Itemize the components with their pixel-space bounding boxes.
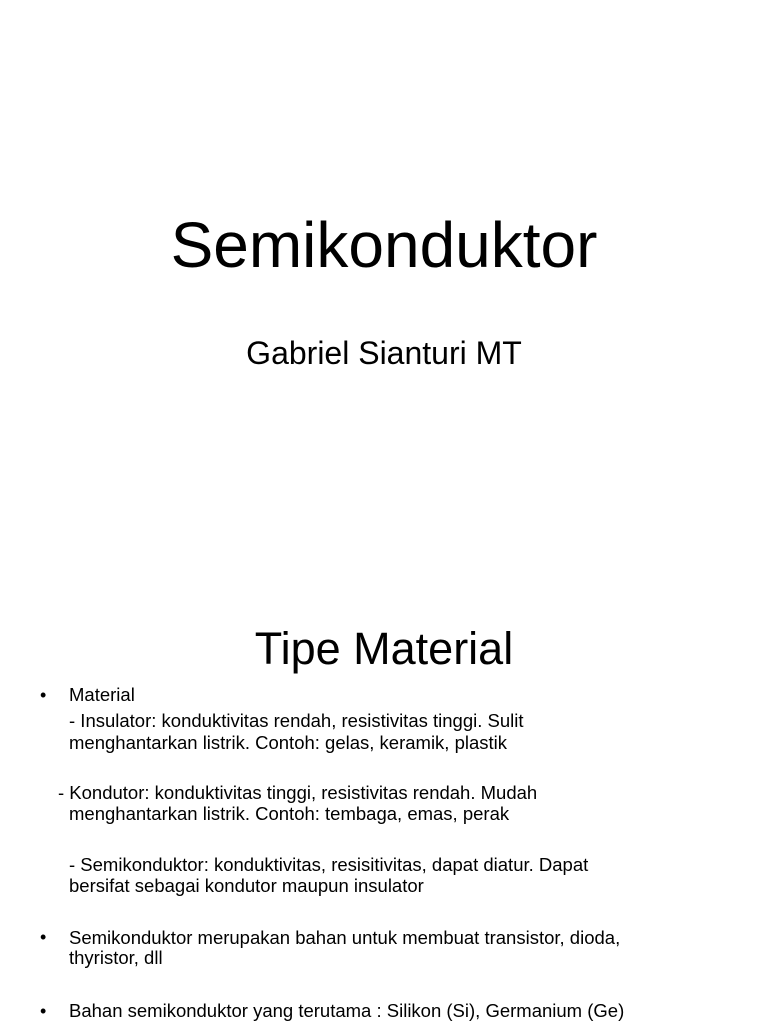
bullet-icon: • — [40, 685, 47, 705]
bullet-text-material: Material — [69, 684, 135, 705]
slide-title: Semikonduktor — [170, 209, 598, 281]
semikonduktor-line-1: - Semikonduktor: konduktivitas, resisitivitas, dapat diatur. Dapat — [69, 854, 589, 875]
insulator-line-2: menghantarkan listrik. Contoh: gelas, keramik, plastik — [69, 732, 508, 753]
semikonduktor-line-2: bersifat sebagai kondutor maupun insulator — [69, 875, 424, 896]
konduktor-line-1: - Kondutor: konduktivitas tinggi, resistivitas rendah. Mudah — [58, 782, 538, 803]
slide-subtitle-author: Gabriel Sianturi MT — [246, 335, 522, 371]
insulator-line-1: - Insulator: konduktivitas rendah, resistivitas tinggi. Sulit — [69, 710, 524, 731]
bullet-text-uses-line-2: thyristor, dll — [69, 947, 163, 968]
slide-title: Tipe Material — [254, 623, 514, 674]
bullet-icon: • — [40, 927, 47, 947]
bullet-icon: • — [40, 1001, 47, 1021]
bullet-text-materials-line-1: Bahan semikonduktor yang terutama : Silikon (Si), Germanium (Ge) — [69, 1000, 625, 1021]
bullet-text-uses-line-1: Semikonduktor merupakan bahan untuk membuat transistor, dioda, — [69, 927, 621, 948]
konduktor-line-2: menghantarkan listrik. Contoh: tembaga, emas, perak — [69, 803, 510, 824]
